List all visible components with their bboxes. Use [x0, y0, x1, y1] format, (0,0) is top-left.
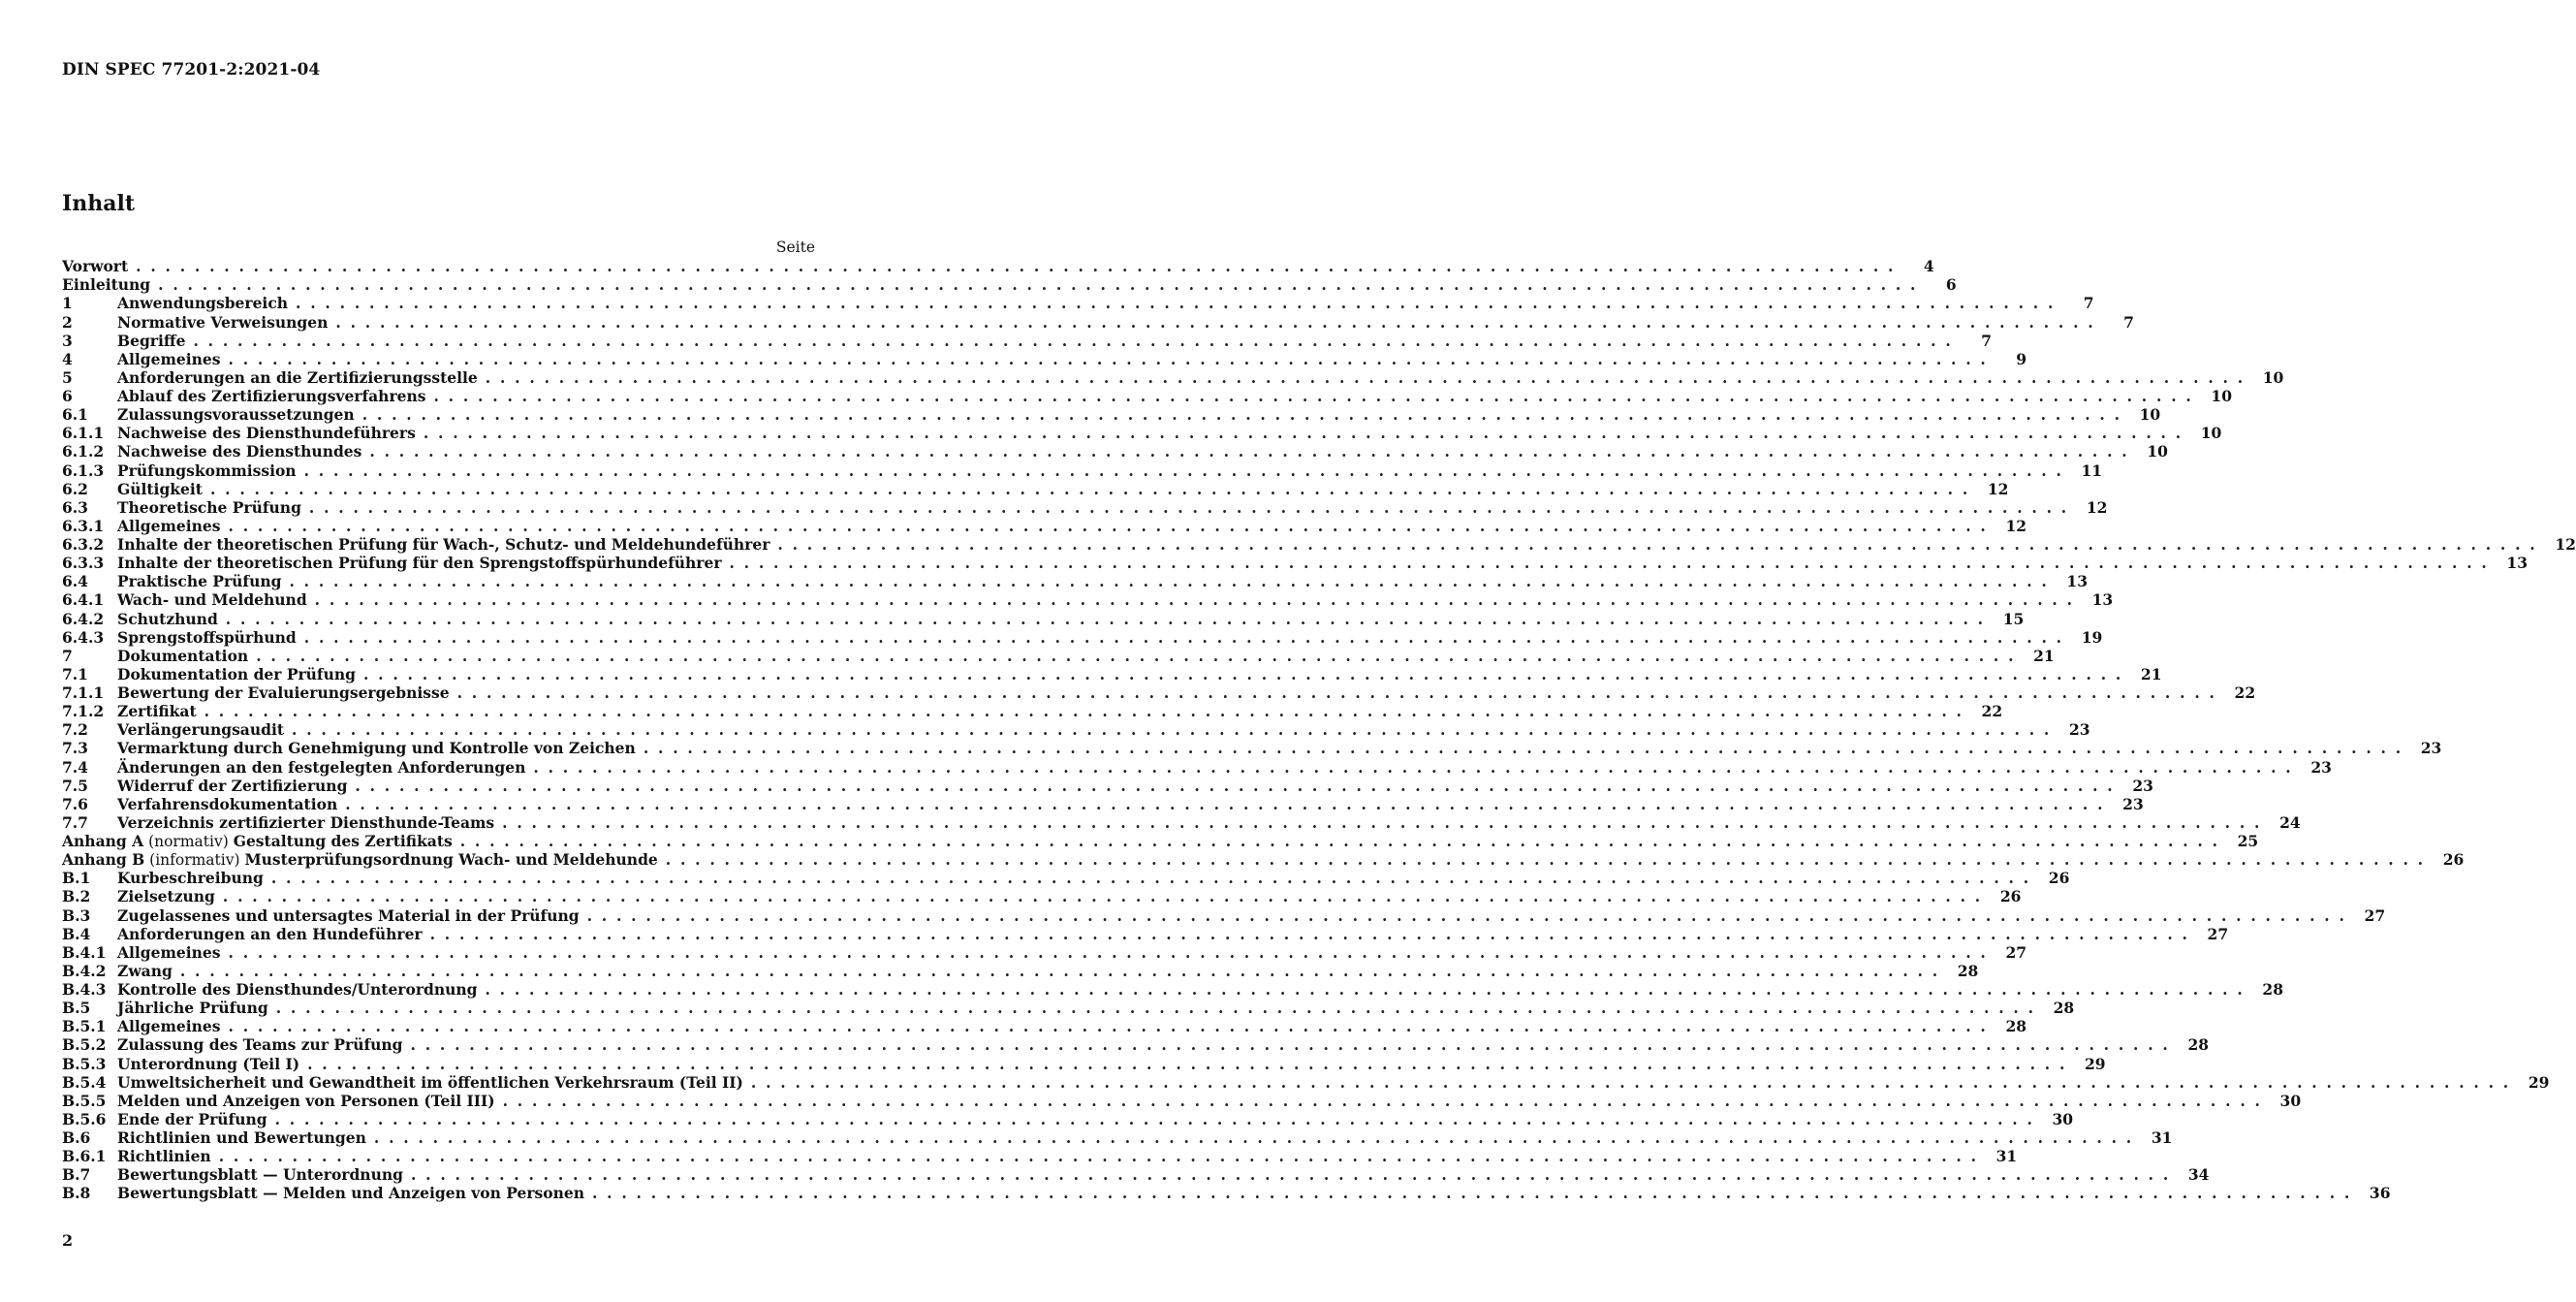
toc-entry-number: B.5.1 [62, 1017, 107, 1036]
toc-entry-number: B.5.2 [62, 1035, 107, 1055]
toc-entry-page: 9 [2016, 349, 2027, 368]
toc-entry[interactable] [62, 1035, 2210, 1055]
toc-entry-title: Nachweise des Diensthundeführers [117, 424, 416, 443]
toc-entry-number: B.5 [62, 999, 91, 1018]
toc-leader-dots: . . . . . . . . . . . . . . . . . . . . . . . . . . . . . . . . . . . . . . . . . . . . . . . . . . . . . . . . . . . . . . . . . . . . . . . . . . . . . . . . . . . . . . . . . . . . . . . . . . . . . . . . . . . . . . . . . . . . . . . . [204, 702, 1964, 721]
toc-entry-title: Begriffe [117, 331, 186, 350]
toc-entry-page: 28 [1957, 961, 1979, 980]
toc-entry-page: 23 [2122, 794, 2144, 813]
toc-entry[interactable] [62, 609, 2025, 628]
toc-entry-number: 7.1 [62, 664, 88, 683]
toc-entry[interactable] [62, 664, 2162, 683]
toc-entry[interactable] [62, 1091, 2302, 1110]
toc-entry-title: Anforderungen an den Hundeführer [117, 924, 423, 943]
toc-entry[interactable] [62, 554, 2528, 573]
toc-entry[interactable] [62, 720, 2090, 740]
toc-leader-dots: . . . . . . . . . . . . . . . . . . . . . . . . . . . . . . . . . . . . . . . . . . . . . . . . . . . . . . . . . . . . . . . . . . . . . . . . . . . . . . . . . . . . . . . . . . . . . . . . . . . . . . . . . . . . . . . . . . . . . . . . [355, 776, 2115, 795]
toc-entry-number: 1 [62, 294, 73, 313]
toc-entry[interactable] [62, 942, 2027, 962]
toc-entry-title: Vermarktung durch Genehmigung und Kontrolle von Zeichen [117, 739, 636, 758]
toc-entry-number: 6.1 [62, 405, 88, 425]
toc-entry-note: (normativ) [143, 833, 234, 850]
toc-entry-page: 31 [1995, 1147, 2018, 1166]
toc-entry[interactable] [62, 702, 2003, 721]
toc-entry[interactable] [62, 887, 2022, 906]
toc-entry-page: 27 [2364, 905, 2386, 925]
toc-entry-number: 7.4 [62, 757, 88, 777]
toc-entry-page: 27 [2005, 942, 2027, 962]
toc-entry-title: Verlängerungsaudit [117, 720, 284, 740]
toc-entry-page: 21 [2033, 646, 2055, 665]
page-number: 2 [62, 1231, 74, 1250]
toc-leader-dots: . . . . . . . . . . . . . . . . . . . . . . . . . . . . . . . . . . . . . . . . . . . . . . . . . . . . . . . . . . . . . . . . . . . . . . . . . . . . . . . . . . . . . . . . . . . . . . . . . . . . . . . . . . . . . . . . . . . . . . . . [158, 275, 1918, 295]
toc-entry-title: Allgemeines [117, 942, 221, 962]
toc-entry[interactable] [62, 275, 1957, 295]
toc-entry[interactable] [62, 832, 2259, 850]
toc-leader-dots: . . . . . . . . . . . . . . . . . . . . . . . . . . . . . . . . . . . . . . . . . . . . . . . . . . . . . . . . . . . . . . . . . . . . . . . . . . . . . . . . . . . . . . . . . . . . . . . . . . . . . . . . . . . . . . . . . . . . . . . . [502, 1091, 2263, 1110]
toc-entry[interactable] [62, 776, 2153, 795]
toc-entry-page: 10 [2211, 387, 2232, 405]
toc-entry-page: 4 [1923, 257, 1934, 276]
toc-entry-page: 28 [2005, 1017, 2027, 1036]
toc-entry-title: Dokumentation der Prüfung [117, 664, 356, 683]
toc-entry-title: Zulassung des Teams zur Prüfung [117, 1035, 403, 1055]
toc-entry-title: Wach- und Meldehund [117, 590, 307, 610]
toc-entry-heading [62, 275, 150, 294]
toc-entry[interactable] [62, 367, 2284, 387]
toc-entry-number: Einleitung [62, 275, 151, 295]
toc-leader-dots: . . . . . . . . . . . . . . . . . . . . . . . . . . . . . . . . . . . . . . . . . . . . . . . . . . . . . . . . . . . . . . . . . . . . . . . . . . . . . . . . . . . . . . . . . . . . . . . . . . . . . . . . . . . . . . . . . . . . . . . . [410, 1035, 2171, 1055]
toc-entry[interactable] [62, 794, 2144, 813]
toc-entry[interactable] [62, 869, 2070, 888]
toc-entry-page: 10 [2262, 367, 2284, 387]
toc-entry-title: Zulassungsvoraussetzungen [117, 405, 355, 425]
toc-entry-number: 6.1.2 [62, 442, 105, 461]
toc-entry[interactable] [62, 812, 2301, 832]
toc-entry-page: 7 [1981, 331, 1992, 350]
toc-entry-page: 22 [1981, 702, 2003, 721]
toc-entry[interactable] [62, 850, 2465, 870]
toc-entry[interactable] [62, 961, 1979, 980]
toc-entry-page: 12 [2005, 516, 2027, 535]
toc-entry-number: 7.3 [62, 739, 88, 758]
toc-entry-title: Zugelassenes und untersagtes Material in der Prüfung [117, 905, 580, 925]
toc-entry-title: Gestaltung des Zertifikats [233, 832, 453, 850]
toc-leader-dots: . . . . . . . . . . . . . . . . . . . . . . . . . . . . . . . . . . . . . . . . . . . . . . . . . . . . . . . . . . . . . . . . . . . . . . . . . . . . . . . . . . . . . . . . . . . . . . . . . . . . . . . . . . . . . . . . . . . . . . . . [345, 794, 2105, 813]
toc-leader-dots: . . . . . . . . . . . . . . . . . . . . . . . . . . . . . . . . . . . . . . . . . . . . . . . . . . . . . . . . . . . . . . . . . . . . . . . . . . . . . . . . . . . . . . . . . . . . . . . . . . . . . . . . . . . . . . . . . . . . . . . . [423, 424, 2183, 443]
toc-entry[interactable] [62, 757, 2332, 777]
toc-entry-title: Allgemeines [117, 1017, 221, 1036]
toc-entry-number: Anhang B [62, 850, 145, 870]
toc-entry[interactable] [62, 905, 2386, 925]
toc-leader-dots: . . . . . . . . . . . . . . . . . . . . . . . . . . . . . . . . . . . . . . . . . . . . . . . . . . . . . . . . . . . . . . . . . . . . . . . . . . . . . . . . . . . . . . . . . . . . . . . . . . . . . . . . . . . . . . . . . . . . . . . . [289, 572, 2049, 591]
toc-entry-page: 25 [2237, 832, 2259, 850]
toc-leader-dots: . . . . . . . . . . . . . . . . . . . . . . . . . . . . . . . . . . . . . . . . . . . . . . . . . . . . . . . . . . . . . . . . . . . . . . . . . . . . . . . . . . . . . . . . . . . . . . . . . . . . . . . . . . . . . . . . . . . . . . . . [193, 331, 1953, 350]
toc-entry-number: 3 [62, 331, 73, 350]
toc-entry[interactable] [62, 646, 2055, 665]
toc-entry-page: 28 [2262, 980, 2283, 999]
toc-leader-dots: . . . . . . . . . . . . . . . . . . . . . . . . . . . . . . . . . . . . . . . . . . . . . . . . . . . . . . . . . . . . . . . . . . . . . . . . . . . . . . . . . . . . . . . . . . . . . . . . . . . . . . . . . . . . . . . . . . . . . . . . [369, 442, 2129, 461]
toc-entry-title: Zertifikat [117, 702, 197, 721]
toc-leader-dots: . . . . . . . . . . . . . . . . . . . . . . . . . . . . . . . . . . . . . . . . . . . . . . . . . . . . . . . . . . . . . . . . . . . . . . . . . . . . . . . . . . . . . . . . . . . . . . . . . . . . . . . . . . . . . . . . . . . . . . . . [643, 739, 2403, 758]
toc-entry-title: Richtlinien und Bewertungen [117, 1128, 366, 1147]
toc-leader-dots: . . . . . . . . . . . . . . . . . . . . . . . . . . . . . . . . . . . . . . . . . . . . . . . . . . . . . . . . . . . . . . . . . . . . . . . . . . . . . . . . . . . . . . . . . . . . . . . . . . . . . . . . . . . . . . . . . . . . . . . . [209, 479, 1970, 498]
toc-entry-number: 6.3.1 [62, 516, 105, 535]
toc-entry-title: Normative Verweisungen [117, 312, 329, 332]
toc-entry-number: 7.1.1 [62, 683, 105, 702]
toc-entry-number: 7.2 [62, 720, 88, 740]
toc-entry-page: 22 [2234, 683, 2256, 702]
toc-entry-title: Widerruf der Zertifizierung [117, 776, 348, 795]
toc-entry-number: 6.3 [62, 497, 88, 517]
toc-entry-number: Vorwort [62, 257, 129, 276]
toc-entry-title: Änderungen an den festgelegten Anforderungen [117, 757, 526, 777]
toc-entry-page: 26 [2442, 850, 2465, 870]
toc-entry-number: B.8 [62, 1184, 91, 1203]
toc-entry-page: 23 [2132, 776, 2153, 795]
toc-entry-number: B.4.1 [62, 942, 107, 962]
toc-leader-dots: . . . . . . . . . . . . . . . . . . . . . . . . . . . . . . . . . . . . . . . . . . . . . . . . . . . . . . . . . . . . . . . . . . . . . . . . . . . . . . . . . . . . . . . . . . . . . . . . . . . . . . . . . . . . . . . . . . . . . . . . [335, 312, 2095, 332]
toc-leader-dots: . . . . . . . . . . . . . . . . . . . . . . . . . . . . . . . . . . . . . . . . . . . . . . . . . . . . . . . . . . . . . . . . . . . . . . . . . . . . . . . . . . . . . . . . . . . . . . . . . . . . . . . . . . . . . . . . . . . . . . . . [275, 999, 2036, 1018]
toc-entry-title: Bewertungsblatt — Unterordnung [117, 1165, 403, 1185]
toc-entry-heading [62, 832, 453, 851]
toc-entry-title: Theoretische Prüfung [117, 497, 301, 517]
toc-entry-title: Dokumentation [117, 646, 249, 665]
toc-entry-number: 7.1.2 [62, 702, 105, 721]
toc-entry-title: Zielsetzung [117, 887, 215, 906]
toc-entry[interactable] [62, 312, 2134, 332]
toc-entry-page: 12 [1987, 479, 2009, 498]
toc-entry-number: B.6.1 [62, 1147, 107, 1166]
toc-entry-page: 31 [2151, 1128, 2173, 1147]
toc-entry-page: 21 [2140, 664, 2162, 683]
toc-entry[interactable] [62, 1184, 2391, 1203]
toc-leader-dots: . . . . . . . . . . . . . . . . . . . . . . . . . . . . . . . . . . . . . . . . . . . . . . . . . . . . . . . . . . . . . . . . . . . . . . . . . . . . . . . . . . . . . . . . . . . . . . . . . . . . . . . . . . . . . . . . . . . . . . . . [586, 905, 2347, 925]
toc-leader-dots: . . . . . . . . . . . . . . . . . . . . . . . . . . . . . . . . . . . . . . . . . . . . . . . . . . . . . . . . . . . . . . . . . . . . . . . . . . . . . . . . . . . . . . . . . . . . . . . . . . . . . . . . . . . . . . . . . . . . . . . . [729, 554, 2489, 573]
toc-leader-dots: . . . . . . . . . . . . . . . . . . . . . . . . . . . . . . . . . . . . . . . . . . . . . . . . . . . . . . . . . . . . . . . . . . . . . . . . . . . . . . . . . . . . . . . . . . . . . . . . . . . . . . . . . . . . . . . . . . . . . . . . [456, 683, 2217, 702]
toc-leader-dots: . . . . . . . . . . . . . . . . . . . . . . . . . . . . . . . . . . . . . . . . . . . . . . . . . . . . . . . . . . . . . . . . . . . . . . . . . . . . . . . . . . . . . . . . . . . . . . . . . . . . . . . . . . . . . . . . . . . . . . . . [136, 257, 1896, 276]
toc-leader-dots: . . . . . . . . . . . . . . . . . . . . . . . . . . . . . . . . . . . . . . . . . . . . . . . . . . . . . . . . . . . . . . . . . . . . . . . . . . . . . . . . . . . . . . . . . . . . . . . . . . . . . . . . . . . . . . . . . . . . . . . . [222, 887, 1983, 906]
toc-entry-number: 7.5 [62, 776, 88, 795]
toc-entry-number: 2 [62, 312, 73, 332]
toc-entry-page: 13 [2091, 590, 2114, 610]
page-column-label: Seite [775, 238, 815, 256]
toc-entry[interactable] [62, 535, 2576, 554]
toc-entry-title: Inhalte der theoretischen Prüfung für den Sprengstoffspürhundeführer [117, 554, 722, 573]
toc-leader-dots: . . . . . . . . . . . . . . . . . . . . . . . . . . . . . . . . . . . . . . . . . . . . . . . . . . . . . . . . . . . . . . . . . . . . . . . . . . . . . . . . . . . . . . . . . . . . . . . . . . . . . . . . . . . . . . . . . . . . . . . . [179, 961, 1940, 980]
toc-entry-title: Sprengstoffspürhund [117, 627, 297, 647]
toc-leader-dots: . . . . . . . . . . . . . . . . . . . . . . . . . . . . . . . . . . . . . . . . . . . . . . . . . . . . . . . . . . . . . . . . . . . . . . . . . . . . . . . . . . . . . . . . . . . . . . . . . . . . . . . . . . . . . . . . . . . . . . . . [228, 1017, 1989, 1036]
toc-entry-number: B.2 [62, 887, 91, 906]
toc-entry[interactable] [62, 442, 2168, 461]
toc-leader-dots: . . . . . . . . . . . . . . . . . . . . . . . . . . . . . . . . . . . . . . . . . . . . . . . . . . . . . . . . . . . . . . . . . . . . . . . . . . . . . . . . . . . . . . . . . . . . . . . . . . . . . . . . . . . . . . . . . . . . . . . . [777, 535, 2537, 554]
toc-entry-title: Allgemeines [117, 349, 221, 368]
toc-entry[interactable] [62, 497, 2108, 517]
toc-entry-title: Ablauf des Zertifizierungsverfahrens [117, 387, 426, 405]
toc-entry-page: 13 [2066, 572, 2088, 591]
toc-entry-number: 7 [62, 646, 73, 665]
toc-entry-title: Anforderungen an die Zertifizierungsstelle [117, 367, 478, 387]
toc-entry-title: Schutzhund [117, 609, 218, 628]
toc-entry[interactable] [62, 572, 2088, 591]
toc-entry[interactable] [62, 1147, 2018, 1166]
toc-leader-dots: . . . . . . . . . . . . . . . . . . . . . . . . . . . . . . . . . . . . . . . . . . . . . . . . . . . . . . . . . . . . . . . . . . . . . . . . . . . . . . . . . . . . . . . . . . . . . . . . . . . . . . . . . . . . . . . . . . . . . . . . [228, 942, 1989, 962]
toc-title: Inhalt [62, 191, 136, 216]
toc-entry[interactable] [62, 1109, 2074, 1128]
toc-entry-title: Umweltsicherheit und Gewandtheit im öffentlichen Verkehrsraum (Teil II) [117, 1072, 743, 1092]
toc-entry-number: B.4.3 [62, 980, 107, 999]
toc-entry-page: 26 [1999, 887, 2022, 906]
toc-entry-page: 27 [2207, 924, 2229, 943]
toc-leader-dots: . . . . . . . . . . . . . . . . . . . . . . . . . . . . . . . . . . . . . . . . . . . . . . . . . . . . . . . . . . . . . . . . . . . . . . . . . . . . . . . . . . . . . . . . . . . . . . . . . . . . . . . . . . . . . . . . . . . . . . . . [307, 1054, 2067, 1073]
toc-entry-title: Nachweise des Diensthundes [117, 442, 362, 461]
toc-entry-page: 10 [2200, 424, 2222, 443]
toc-entry-page: 19 [2081, 627, 2103, 647]
toc-leader-dots: . . . . . . . . . . . . . . . . . . . . . . . . . . . . . . . . . . . . . . . . . . . . . . . . . . . . . . . . . . . . . . . . . . . . . . . . . . . . . . . . . . . . . . . . . . . . . . . . . . . . . . . . . . . . . . . . . . . . . . . . [303, 627, 2064, 647]
toc-entry-number: 6.3.3 [62, 554, 105, 573]
toc-entry-page: 30 [2279, 1091, 2302, 1110]
toc-leader-dots: . . . . . . . . . . . . . . . . . . . . . . . . . . . . . . . . . . . . . . . . . . . . . . . . . . . . . . . . . . . . . . . . . . . . . . . . . . . . . . . . . . . . . . . . . . . . . . . . . . . . . . . . . . . . . . . . . . . . . . . . [308, 497, 2069, 517]
toc-entry[interactable] [62, 424, 2222, 443]
toc-entry[interactable] [62, 1072, 2550, 1092]
toc-entry-title: Allgemeines [117, 516, 221, 535]
toc-entry-title: Zwang [117, 961, 173, 980]
toc-entry[interactable] [62, 1128, 2173, 1147]
toc-entry-page: 29 [2528, 1072, 2550, 1092]
toc-entry-number: 7.6 [62, 794, 88, 813]
toc-entry-title: Melden und Anzeigen von Personen (Teil III) [117, 1091, 495, 1110]
toc-entry-number: 7.7 [62, 812, 88, 832]
toc-entry-title: Verzeichnis zertifizierter Diensthunde-Teams [117, 812, 495, 832]
toc-entry-note: (informativ) [144, 851, 245, 870]
toc-entry[interactable] [62, 739, 2442, 758]
toc-leader-dots: . . . . . . . . . . . . . . . . . . . . . . . . . . . . . . . . . . . . . . . . . . . . . . . . . . . . . . . . . . . . . . . . . . . . . . . . . . . . . . . . . . . . . . . . . . . . . . . . . . . . . . . . . . . . . . . . . . . . . . . . [485, 980, 2245, 999]
toc-entry[interactable] [62, 405, 2161, 425]
toc-leader-dots: . . . . . . . . . . . . . . . . . . . . . . . . . . . . . . . . . . . . . . . . . . . . . . . . . . . . . . . . . . . . . . . . . . . . . . . . . . . . . . . . . . . . . . . . . . . . . . . . . . . . . . . . . . . . . . . . . . . . . . . . [303, 460, 2064, 480]
toc-entry-page: 7 [2083, 294, 2094, 313]
toc-leader-dots: . . . . . . . . . . . . . . . . . . . . . . . . . . . . . . . . . . . . . . . . . . . . . . . . . . . . . . . . . . . . . . . . . . . . . . . . . . . . . . . . . . . . . . . . . . . . . . . . . . . . . . . . . . . . . . . . . . . . . . . . [665, 850, 2426, 870]
toc-entry[interactable] [62, 590, 2114, 610]
toc-entry-title: Inhalte der theoretischen Prüfung für Wach-, Schutz- und Meldehundeführer [117, 535, 770, 554]
toc-entry-title: Bewertung der Evaluierungsergebnisse [117, 683, 450, 702]
toc-entry-title: Jährliche Prüfung [117, 999, 268, 1018]
toc-leader-dots: . . . . . . . . . . . . . . . . . . . . . . . . . . . . . . . . . . . . . . . . . . . . . . . . . . . . . . . . . . . . . . . . . . . . . . . . . . . . . . . . . . . . . . . . . . . . . . . . . . . . . . . . . . . . . . . . . . . . . . . . [410, 1165, 2171, 1185]
toc-entry-page: 28 [2053, 999, 2075, 1018]
toc-entry-page: 23 [2068, 720, 2090, 740]
toc-entry-number: B.5.3 [62, 1054, 107, 1073]
toc-leader-dots: . . . . . . . . . . . . . . . . . . . . . . . . . . . . . . . . . . . . . . . . . . . . . . . . . . . . . . . . . . . . . . . . . . . . . . . . . . . . . . . . . . . . . . . . . . . . . . . . . . . . . . . . . . . . . . . . . . . . . . . . [485, 367, 2246, 387]
toc-leader-dots: . . . . . . . . . . . . . . . . . . . . . . . . . . . . . . . . . . . . . . . . . . . . . . . . . . . . . . . . . . . . . . . . . . . . . . . . . . . . . . . . . . . . . . . . . . . . . . . . . . . . . . . . . . . . . . . . . . . . . . . . [274, 1109, 2035, 1128]
toc-entry[interactable] [62, 924, 2229, 943]
toc-entry-page: 34 [2187, 1165, 2210, 1185]
toc-entry[interactable] [62, 331, 1992, 350]
toc-entry-title: Ende der Prüfung [117, 1109, 267, 1128]
toc-entry-number: 6.4.2 [62, 609, 105, 628]
toc-entry-heading [62, 257, 128, 275]
toc-entry-number: B.5.4 [62, 1072, 107, 1092]
toc-entry-page: 23 [2420, 739, 2442, 758]
toc-entry-number: B.7 [62, 1165, 91, 1185]
toc-leader-dots: . . . . . . . . . . . . . . . . . . . . . . . . . . . . . . . . . . . . . . . . . . . . . . . . . . . . . . . . . . . . . . . . . . . . . . . . . . . . . . . . . . . . . . . . . . . . . . . . . . . . . . . . . . . . . . . . . . . . . . . . [533, 757, 2293, 777]
toc-entry-heading [62, 850, 658, 870]
toc-leader-dots: . . . . . . . . . . . . . . . . . . . . . . . . . . . . . . . . . . . . . . . . . . . . . . . . . . . . . . . . . . . . . . . . . . . . . . . . . . . . . . . . . . . . . . . . . . . . . . . . . . . . . . . . . . . . . . . . . . . . . . . . [361, 405, 2122, 425]
toc-entries [62, 257, 2576, 1203]
toc-entry-title: Bewertungsblatt — Melden und Anzeigen von Personen [117, 1184, 584, 1203]
toc-entry-page: 11 [2081, 460, 2103, 480]
toc-entry-page: 12 [2555, 535, 2576, 554]
toc-entry-number: 6.3.2 [62, 535, 105, 554]
table-of-contents [62, 238, 2576, 1203]
toc-entry[interactable] [62, 980, 2283, 999]
toc-entry[interactable] [62, 460, 2103, 480]
toc-entry-page: 30 [2052, 1109, 2074, 1128]
toc-leader-dots: . . . . . . . . . . . . . . . . . . . . . . . . . . . . . . . . . . . . . . . . . . . . . . . . . . . . . . . . . . . . . . . . . . . . . . . . . . . . . . . . . . . . . . . . . . . . . . . . . . . . . . . . . . . . . . . . . . . . . . . . [270, 869, 2031, 888]
toc-entry-title: Anwendungsbereich [117, 294, 289, 313]
toc-entry-number: 4 [62, 349, 73, 368]
toc-entry-page: 29 [2085, 1054, 2106, 1073]
toc-entry-number: B.6 [62, 1128, 91, 1147]
toc-entry-title: Prüfungskommission [117, 460, 297, 480]
toc-entry-number: B.5.5 [62, 1091, 107, 1110]
toc-entry[interactable] [62, 1165, 2210, 1185]
toc-leader-dots: . . . . . . . . . . . . . . . . . . . . . . . . . . . . . . . . . . . . . . . . . . . . . . . . . . . . . . . . . . . . . . . . . . . . . . . . . . . . . . . . . . . . . . . . . . . . . . . . . . . . . . . . . . . . . . . . . . . . . . . . [750, 1072, 2511, 1092]
toc-entry-number: Anhang A [62, 832, 144, 850]
toc-entry-number: 6.2 [62, 479, 88, 498]
toc-leader-dots: . . . . . . . . . . . . . . . . . . . . . . . . . . . . . . . . . . . . . . . . . . . . . . . . . . . . . . . . . . . . . . . . . . . . . . . . . . . . . . . . . . . . . . . . . . . . . . . . . . . . . . . . . . . . . . . . . . . . . . . . [502, 812, 2262, 832]
toc-leader-dots: . . . . . . . . . . . . . . . . . . . . . . . . . . . . . . . . . . . . . . . . . . . . . . . . . . . . . . . . . . . . . . . . . . . . . . . . . . . . . . . . . . . . . . . . . . . . . . . . . . . . . . . . . . . . . . . . . . . . . . . . [429, 924, 2190, 943]
toc-leader-dots: . . . . . . . . . . . . . . . . . . . . . . . . . . . . . . . . . . . . . . . . . . . . . . . . . . . . . . . . . . . . . . . . . . . . . . . . . . . . . . . . . . . . . . . . . . . . . . . . . . . . . . . . . . . . . . . . . . . . . . . . [433, 387, 2193, 405]
toc-entry-page: 10 [2147, 442, 2168, 461]
toc-leader-dots: . . . . . . . . . . . . . . . . . . . . . . . . . . . . . . . . . . . . . . . . . . . . . . . . . . . . . . . . . . . . . . . . . . . . . . . . . . . . . . . . . . . . . . . . . . . . . . . . . . . . . . . . . . . . . . . . . . . . . . . . [225, 609, 1986, 628]
toc-leader-dots: . . . . . . . . . . . . . . . . . . . . . . . . . . . . . . . . . . . . . . . . . . . . . . . . . . . . . . . . . . . . . . . . . . . . . . . . . . . . . . . . . . . . . . . . . . . . . . . . . . . . . . . . . . . . . . . . . . . . . . . . [591, 1184, 2352, 1203]
toc-entry[interactable] [62, 257, 1934, 276]
toc-entry-page: 10 [2139, 405, 2161, 425]
toc-leader-dots: . . . . . . . . . . . . . . . . . . . . . . . . . . . . . . . . . . . . . . . . . . . . . . . . . . . . . . . . . . . . . . . . . . . . . . . . . . . . . . . . . . . . . . . . . . . . . . . . . . . . . . . . . . . . . . . . . . . . . . . . [459, 832, 2220, 850]
toc-entry[interactable] [62, 479, 2009, 498]
toc-entry-title: Kontrolle des Diensthundes/Unterordnung [117, 980, 478, 999]
toc-entry-title: Musterprüfungsordnung Wach- und Meldehunde [244, 850, 658, 870]
toc-entry[interactable] [62, 1054, 2106, 1073]
toc-entry-page: 28 [2187, 1035, 2210, 1055]
toc-leader-dots: . . . . . . . . . . . . . . . . . . . . . . . . . . . . . . . . . . . . . . . . . . . . . . . . . . . . . . . . . . . . . . . . . . . . . . . . . . . . . . . . . . . . . . . . . . . . . . . . . . . . . . . . . . . . . . . . . . . . . . . . [218, 1147, 1979, 1166]
toc-entry-title: Praktische Prüfung [117, 572, 282, 591]
toc-entry-number: B.3 [62, 905, 91, 925]
toc-entry[interactable] [62, 349, 2027, 368]
toc-entry-number: 6.1.1 [62, 424, 105, 443]
toc-entry-title: Unterordnung (Teil I) [117, 1054, 300, 1073]
toc-leader-dots: . . . . . . . . . . . . . . . . . . . . . . . . . . . . . . . . . . . . . . . . . . . . . . . . . . . . . . . . . . . . . . . . . . . . . . . . . . . . . . . . . . . . . . . . . . . . . . . . . . . . . . . . . . . . . . . . . . . . . . . . [228, 516, 1989, 535]
toc-entry[interactable] [62, 1017, 2027, 1036]
toc-entry-title: Kurbeschreibung [117, 869, 264, 888]
toc-entry-page: 24 [2279, 812, 2301, 832]
toc-entry[interactable] [62, 387, 2232, 405]
toc-entry-number: 6 [62, 387, 73, 405]
toc-entry-page: 23 [2310, 757, 2332, 777]
toc-entry[interactable] [62, 294, 2094, 313]
toc-leader-dots: . . . . . . . . . . . . . . . . . . . . . . . . . . . . . . . . . . . . . . . . . . . . . . . . . . . . . . . . . . . . . . . . . . . . . . . . . . . . . . . . . . . . . . . . . . . . . . . . . . . . . . . . . . . . . . . . . . . . . . . . [292, 720, 2052, 740]
toc-entry-number: 6.1.3 [62, 460, 105, 480]
toc-entry-number: 6.4.1 [62, 590, 105, 610]
toc-leader-dots: . . . . . . . . . . . . . . . . . . . . . . . . . . . . . . . . . . . . . . . . . . . . . . . . . . . . . . . . . . . . . . . . . . . . . . . . . . . . . . . . . . . . . . . . . . . . . . . . . . . . . . . . . . . . . . . . . . . . . . . . [296, 294, 2056, 313]
toc-leader-dots: . . . . . . . . . . . . . . . . . . . . . . . . . . . . . . . . . . . . . . . . . . . . . . . . . . . . . . . . . . . . . . . . . . . . . . . . . . . . . . . . . . . . . . . . . . . . . . . . . . . . . . . . . . . . . . . . . . . . . . . . [228, 349, 1989, 368]
toc-entry-page: 6 [1945, 275, 1957, 295]
toc-entry-page: 13 [2506, 554, 2528, 573]
toc-entry-title: Verfahrensdokumentation [117, 794, 338, 813]
toc-entry[interactable] [62, 683, 2256, 702]
toc-entry-page: 36 [2369, 1184, 2391, 1203]
toc-entry-page: 12 [2086, 497, 2108, 517]
toc-entry-page: 15 [2002, 609, 2025, 628]
toc-entry[interactable] [62, 999, 2075, 1018]
toc-entry-number: B.4.2 [62, 961, 107, 980]
toc-entry-number: B.5.6 [62, 1109, 107, 1128]
toc-entry-number: B.1 [62, 869, 91, 888]
toc-entry-number: B.4 [62, 924, 91, 943]
toc-entry-page: 26 [2048, 869, 2070, 888]
toc-leader-dots: . . . . . . . . . . . . . . . . . . . . . . . . . . . . . . . . . . . . . . . . . . . . . . . . . . . . . . . . . . . . . . . . . . . . . . . . . . . . . . . . . . . . . . . . . . . . . . . . . . . . . . . . . . . . . . . . . . . . . . . . [373, 1128, 2134, 1147]
toc-entry-number: 6.4.3 [62, 627, 105, 647]
toc-entry-title: Gültigkeit [117, 479, 203, 498]
toc-entry[interactable] [62, 627, 2103, 647]
toc-entry[interactable] [62, 516, 2027, 535]
toc-leader-dots: . . . . . . . . . . . . . . . . . . . . . . . . . . . . . . . . . . . . . . . . . . . . . . . . . . . . . . . . . . . . . . . . . . . . . . . . . . . . . . . . . . . . . . . . . . . . . . . . . . . . . . . . . . . . . . . . . . . . . . . . [256, 646, 2016, 665]
document-id: DIN SPEC 77201-2:2021-04 [62, 60, 321, 79]
toc-entry-number: 6.4 [62, 572, 88, 591]
toc-leader-dots: . . . . . . . . . . . . . . . . . . . . . . . . . . . . . . . . . . . . . . . . . . . . . . . . . . . . . . . . . . . . . . . . . . . . . . . . . . . . . . . . . . . . . . . . . . . . . . . . . . . . . . . . . . . . . . . . . . . . . . . . [314, 590, 2075, 610]
toc-entry-title: Richtlinien [117, 1147, 211, 1166]
toc-entry-page: 7 [2123, 312, 2134, 332]
toc-leader-dots: . . . . . . . . . . . . . . . . . . . . . . . . . . . . . . . . . . . . . . . . . . . . . . . . . . . . . . . . . . . . . . . . . . . . . . . . . . . . . . . . . . . . . . . . . . . . . . . . . . . . . . . . . . . . . . . . . . . . . . . . [362, 664, 2123, 683]
toc-entry-number: 5 [62, 367, 73, 387]
